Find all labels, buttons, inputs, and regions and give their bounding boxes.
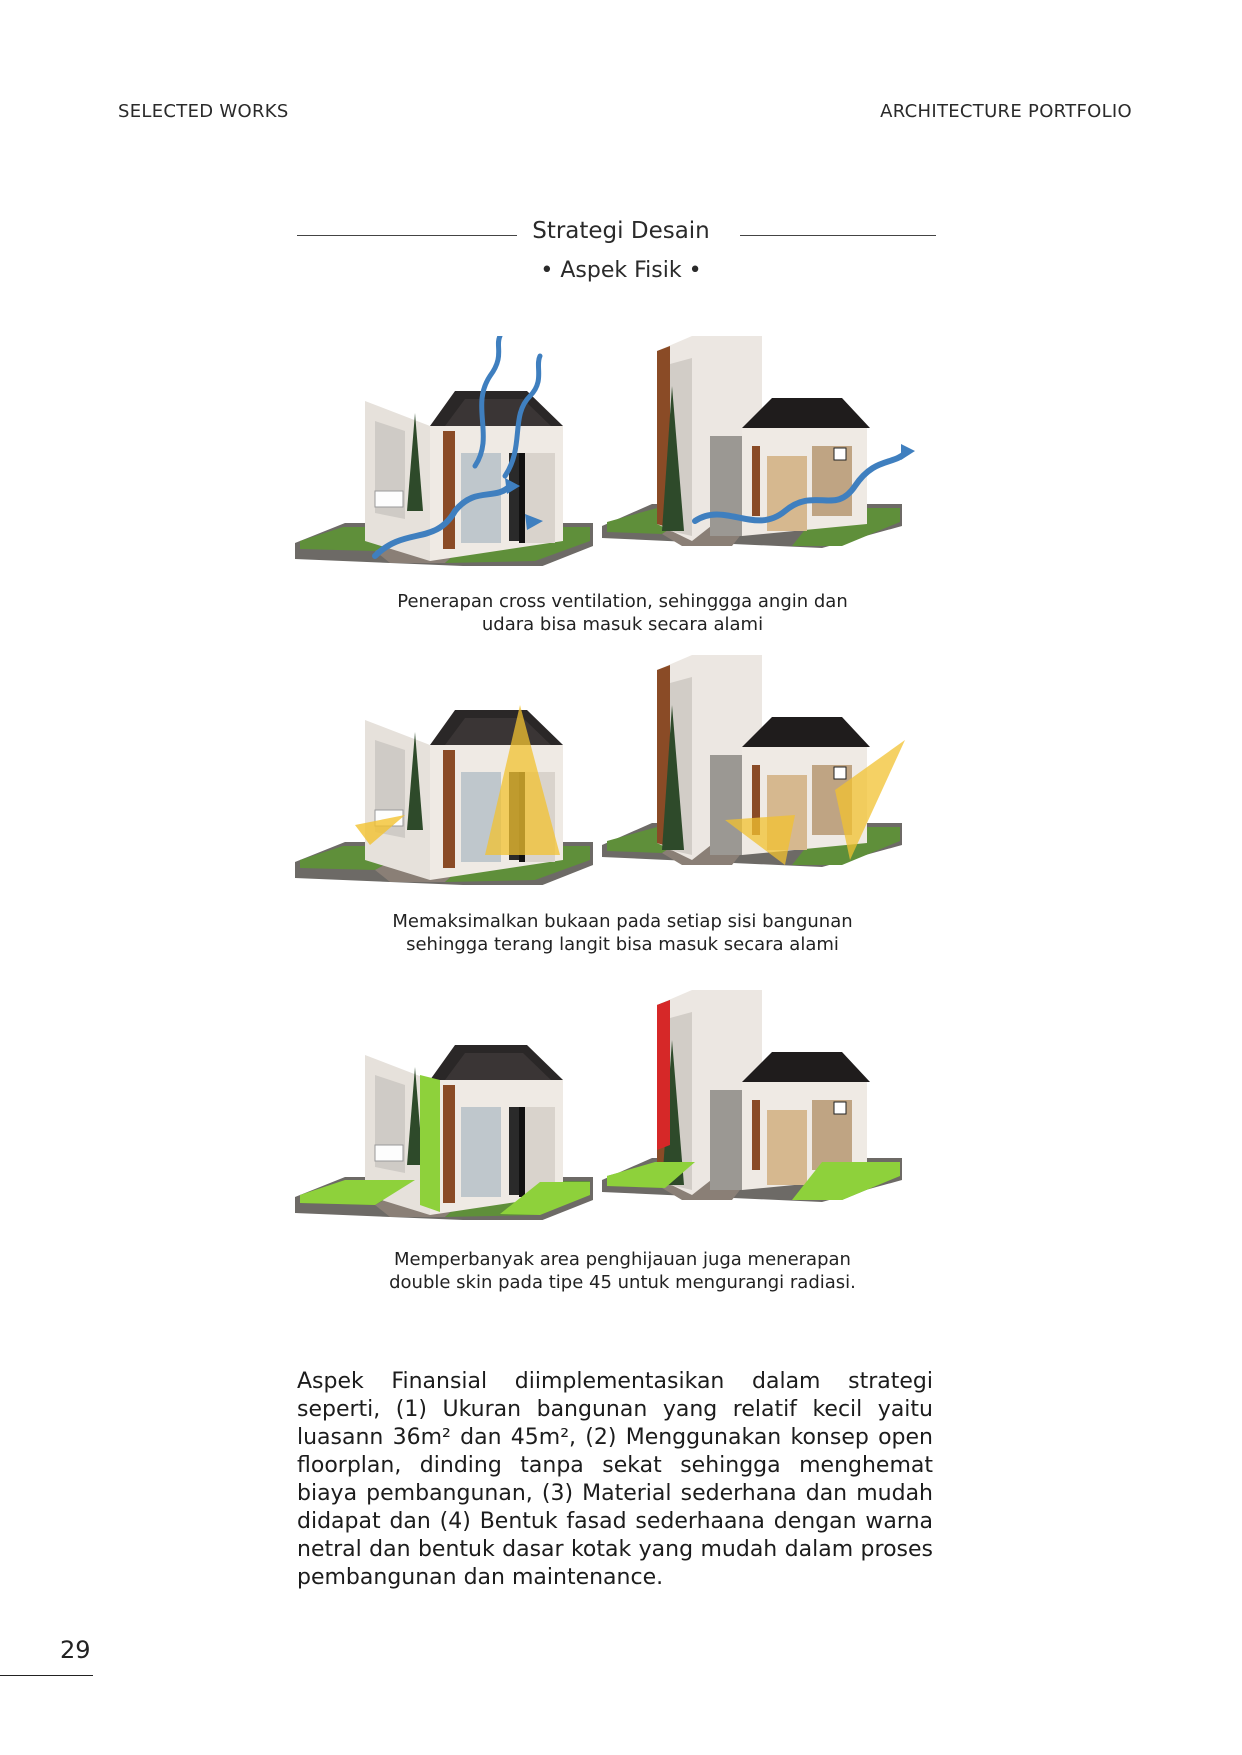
header-left: SELECTED WORKS <box>118 101 289 122</box>
cross-ventilation-diagram <box>295 336 915 566</box>
header-right: ARCHITECTURE PORTFOLIO <box>880 101 1132 122</box>
financial-aspect-paragraph: Aspek Finansial diimplementasikan dalam strategi seperti, (1) Ukuran bangunan yang relatif kecil yaitu luasann 36m² dan 45m², (2) Menggunakan konsep open floorplan, dinding tanpa sekat sehingga menghemat biaya pembangunan, (3) Material sederhana dan mudah didapat dan (4) Bentuk fasad sederhaana dengan warna netral dan bentuk dasar kotak yang mudah dalam proses pembangunan dan maintenance. <box>297 1369 933 1590</box>
caption-greenery-double-skin: Memperbanyak area penghijauan juga menerapan double skin pada tipe 45 untuk mengurangi radiasi. <box>389 1249 856 1293</box>
double-skin-icon <box>657 1000 670 1150</box>
caption-cross-ventilation: Penerapan cross ventilation, sehinggga angin dan udara bisa masuk secara alami <box>397 591 848 635</box>
page-number: 29 <box>60 1636 91 1664</box>
section-subtitle: • Aspek Fisik • <box>540 258 702 283</box>
section-title: Strategi Desain <box>532 218 710 244</box>
caption-natural-light: Memaksimalkan bukaan pada setiap sisi bangunan sehingga terang langit bisa masuk secara alami <box>392 911 853 955</box>
natural-light-diagram <box>295 655 915 885</box>
green-wall-icon <box>420 1075 440 1212</box>
page-number-rule <box>0 1675 93 1676</box>
greenery-double-skin-diagram <box>295 990 915 1220</box>
